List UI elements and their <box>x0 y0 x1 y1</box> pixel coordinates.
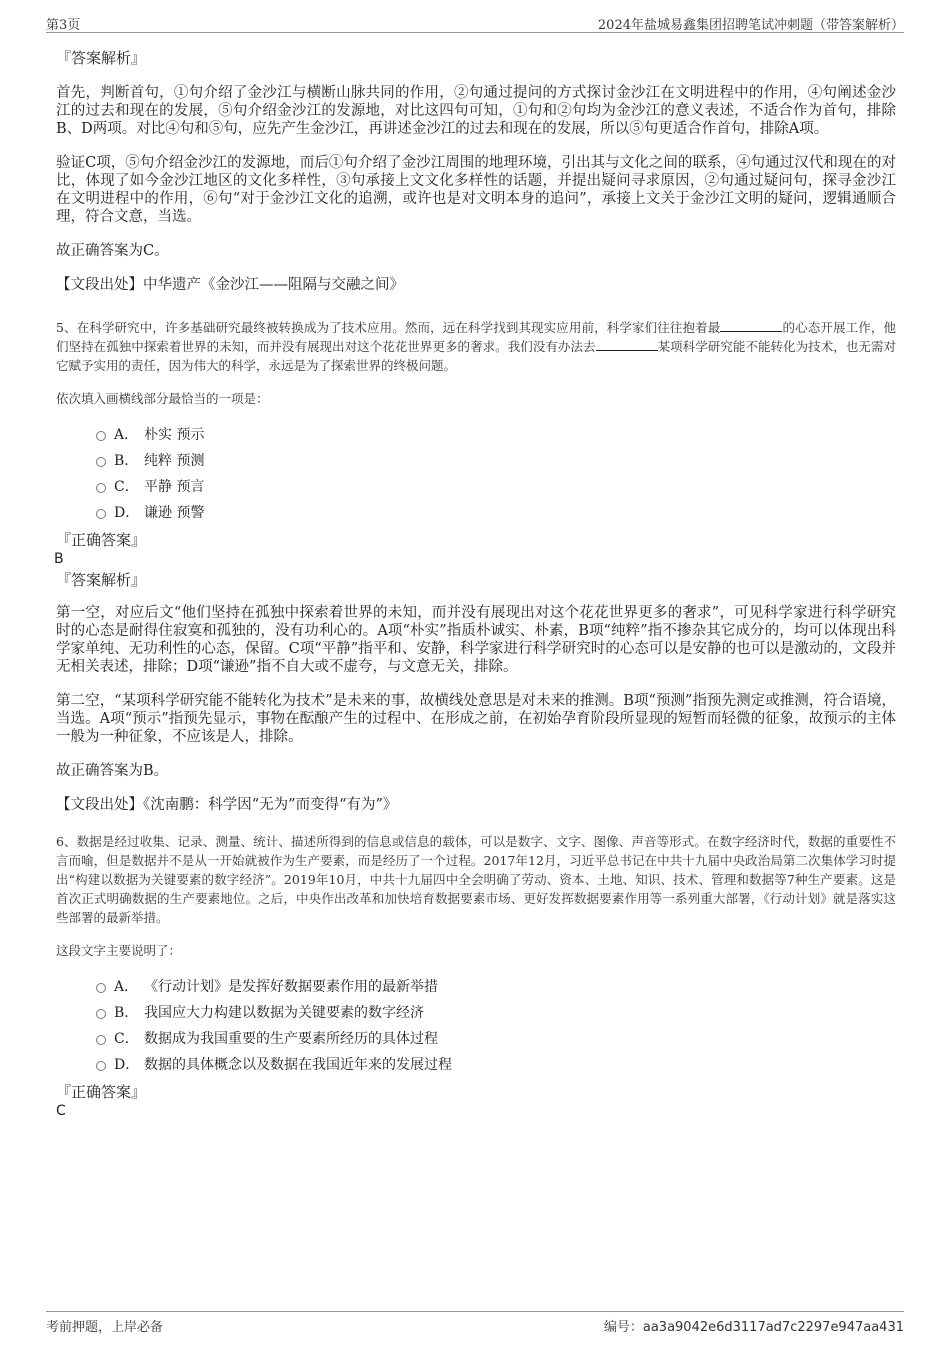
q4-conclusion: 故正确答案为C。 <box>56 243 169 259</box>
q5-stem-part-3: 某项科学研究能不能转化为技术，也无需对它赋予实用的责任，因为伟大的科学，永远是为了探索世界的终极问题。 <box>56 339 896 373</box>
radio-icon[interactable] <box>96 509 106 519</box>
q5-stem-part-2: 的心态开展工作，他们坚持在孤独中探索着世界的未知，而并没有展现出对这个花花世界更多的奢求。我们没有办法去 <box>56 320 896 354</box>
q5-option-d[interactable]: D． 谦逊 预警 <box>56 500 896 526</box>
q4-source: 【文段出处】中华遗产《金沙江——阻隔与交融之间》 <box>56 277 404 293</box>
q6-stem: 6、数据是经过收集、记录、测量、统计、描述所得到的信息或信息的载体，可以是数字、文字、图像、声音等形式。在数字经济时代，数据的重要性不言而喻，但是数据并不是从一开始就被作为生产要素，而是经历了一个过程。2017年12月，习近平总书记在中共十九届中央政治局第二次集体学习时提出“构建以数据为关键要素的数字经济”。2019年10月，中共十九届四中全会明确了劳动、资本、土地、知识、技术、管理和数据等7种生产要素。这是首次正式明确数据的生产要素地位。之后，中央作出改革和加快培育数据要素市场、更好发挥数据要素作用等一系列重大部署，《行动计划》就是落实这些部署的最新举措。 <box>56 834 896 925</box>
radio-icon[interactable] <box>96 431 106 441</box>
footer-code-label: 编号： <box>603 1320 643 1335</box>
q6-option-d[interactable]: D． 数据的具体概念以及数据在我国近年来的发展过程 <box>56 1052 896 1078</box>
document-title: 2024年盐城易鑫集团招聘笔试冲刺题（带答案解析） <box>597 18 904 33</box>
q5-analysis-label: 『答案解析』 <box>56 571 147 589</box>
q6-prompt: 这段文字主要说明了： <box>56 943 182 958</box>
radio-icon[interactable] <box>96 483 106 493</box>
q5-option-a[interactable]: A． 朴实 预示 <box>56 422 896 448</box>
q5-answer-label: 『正确答案』 <box>56 531 147 549</box>
radio-icon[interactable] <box>96 457 106 467</box>
page-footer <box>46 1311 904 1334</box>
radio-icon[interactable] <box>96 983 106 993</box>
page-number: 第3页 <box>46 18 81 33</box>
q5-option-b[interactable]: B． 纯粹 预测 <box>56 448 896 474</box>
q6-options <box>56 974 896 1078</box>
q6-option-c[interactable]: C． 数据成为我国重要的生产要素所经历的具体过程 <box>56 1026 896 1052</box>
q5-answer: B <box>54 551 64 567</box>
radio-icon[interactable] <box>96 1061 106 1071</box>
q5-blank-2 <box>596 338 658 351</box>
q5-source: 【文段出处】《沈南鹏：科学因“无为”而变得“有为”》 <box>56 797 398 813</box>
q5-blank-1 <box>720 319 782 332</box>
q5-prompt: 依次填入画横线部分最恰当的一项是： <box>56 391 269 406</box>
q5-stem <box>56 318 896 375</box>
radio-icon[interactable] <box>96 1009 106 1019</box>
q5-stem-part-1: 5、在科学研究中，许多基础研究最终被转换成为了技术应用。然而，远在科学找到其现实应用前，科学家们往往抱着最 <box>56 320 721 335</box>
q4-analysis-paragraph-1: 首先，判断首句，①句介绍了金沙江与横断山脉共同的作用，②句通过提问的方式探讨金沙江在文明进程中的作用，④句阐述金沙江的过去和现在的发展，⑤句介绍金沙江的发源地，对比这四句可知，①句和②句均为金沙江的意义表述，不适合作为首句，排除B、D两项。对比④句和⑤句，应先产生金沙江，再讲述金沙江的过去和现在的发展，所以⑤句更适合作首句，排除A项。 <box>56 85 896 137</box>
q6-answer: C <box>56 1103 66 1119</box>
footer-slogan: 考前押题，上岸必备 <box>46 1320 164 1335</box>
q5-analysis-paragraph-1: 第一空，对应后文“他们坚持在孤独中探索着世界的未知，而并没有展现出对这个花花世界更多的奢求”，可见科学家进行科学研究时的心态是耐得住寂寞和孤独的，没有功利心的。A项“朴实”指质朴诚实、朴素，B项“纯粹”指不掺杂其它成分的，均可以体现出科学家单纯、无功利性的心态，保留。C项“平静”指平和、安静，科学家进行科学研究时的心态可以是安静的也可以是激动的，文段并无相关表述，排除；D项“谦逊”指不自大或不虚夸，与文意无关，排除。 <box>56 605 896 675</box>
q5-option-c[interactable]: C． 平静 预言 <box>56 474 896 500</box>
q4-analysis-paragraph-2: 验证C项，⑤句介绍金沙江的发源地，而后①句介绍了金沙江周围的地理环境，引出其与文化之间的联系，④句通过汉代和现在的对比，体现了如今金沙江地区的文化多样性，③句承接上文文化多样性的话题，并提出疑问寻求原因，②句通过疑问句，探寻金沙江在文明进程中的作用，⑥句“对于金沙江文化的追溯，或许也是对文明本身的追问”，承接上文关于金沙江文明的疑问，逻辑通顺合理，符合文意，当选。 <box>56 155 896 225</box>
q4-analysis-label: 『答案解析』 <box>56 49 147 67</box>
q6-option-b[interactable]: B． 我国应大力构建以数据为关键要素的数字经济 <box>56 1000 896 1026</box>
page-content <box>56 46 896 1120</box>
radio-icon[interactable] <box>96 1035 106 1045</box>
q6-option-a[interactable]: A． 《行动计划》是发挥好数据要素作用的最新举措 <box>56 974 896 1000</box>
q6-answer-label: 『正确答案』 <box>56 1083 147 1101</box>
q5-options <box>56 422 896 526</box>
page-header <box>46 12 904 33</box>
q5-conclusion: 故正确答案为B。 <box>56 763 169 779</box>
footer-code-value: aa3a9042e6d3117ad7c2297e947aa431 <box>642 1320 904 1335</box>
q5-analysis-paragraph-2: 第二空，“某项科学研究能不能转化为技术”是未来的事，故横线处意思是对未来的推测。B项“预测”指预先测定或推测，符合语境，当选。A项“预示”指预先显示，事物在酝酿产生的过程中、在形成之前，在初始孕育阶段所显现的短暂而轻微的征象，故预示的主体一般为一种征象，不应该是人，排除。 <box>56 693 896 745</box>
footer-code <box>604 1316 904 1335</box>
